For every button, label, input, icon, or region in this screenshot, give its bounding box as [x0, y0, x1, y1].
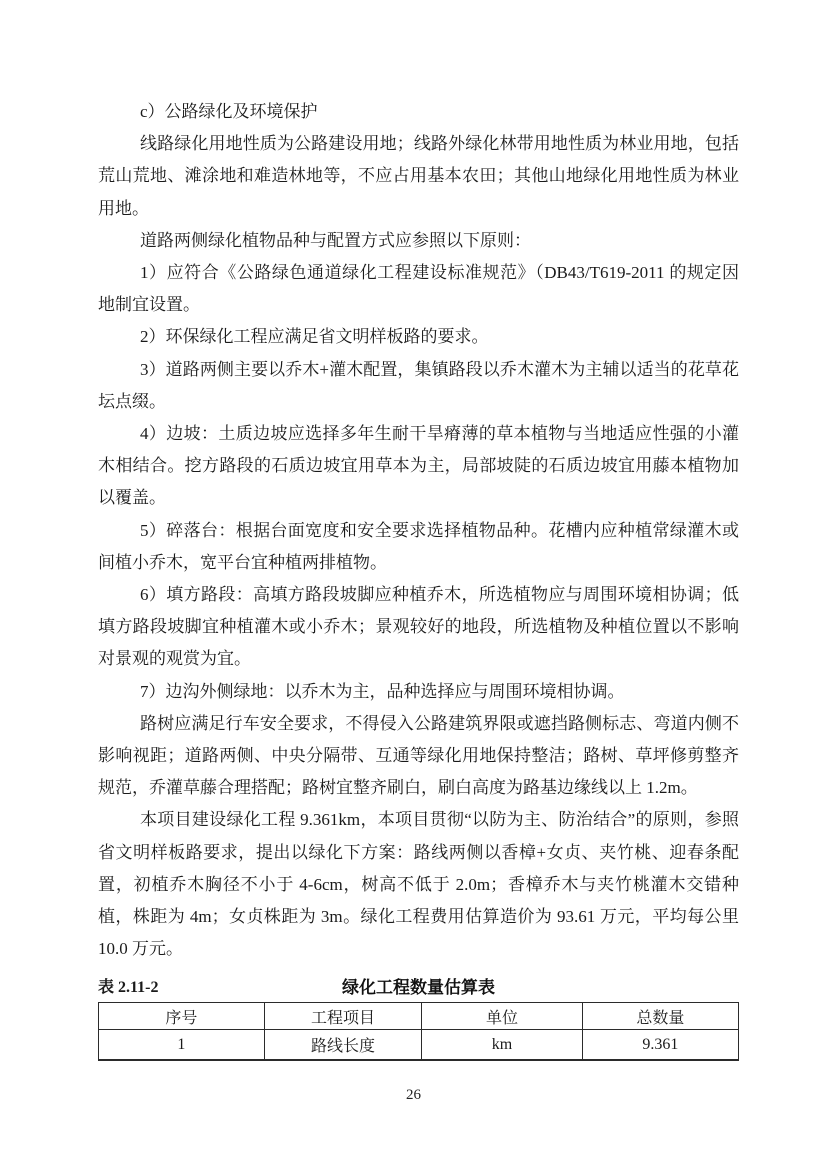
paragraph-list-item-2: 2）环保绿化工程应满足省文明样板路的要求。	[140, 327, 489, 347]
paragraph-list-item-6: 6）填方路段：高填方路段坡脚应种植乔木，所选植物应与周围环境相协调；低填方路段坡脚宜种植灌木或小乔木；景观较好的地段，所选植物及种植位置以不影响对景观的观赏为宜。	[98, 585, 739, 669]
paragraph-list-item-7: 7）边沟外侧绿地：以乔木为主，品种选择应与周围环境相协调。	[140, 681, 625, 701]
paragraph-list-item-4: 4）边坡：土质边坡应选择多年生耐干旱瘠薄的草本植物与当地适应性强的小灌木相结合。挖方路段的石质边坡宜用草本为主，局部坡陡的石质边坡宜用藤本植物加以覆盖。	[98, 424, 739, 508]
table-caption-title: 绿化工程数量估算表	[342, 978, 495, 998]
paragraph-heading: c）公路绿化及环境保护	[140, 102, 318, 121]
paragraph: 本项目建设绿化工程 9.361km，本项目贯彻“以防为主、防治结合”的原则，参照省文明样板路要求，提出以绿化下方案：路线两侧以香樟+女贞、夹竹桃、迎春条配置，初植乔木胸径不小于 4-6cm，树高不低于 2.0m；香樟乔木与夹竹桃灌木交错种植，株距为 4m；女贞株距为 3m。绿化工程费用估算造价为 93.61 万元，平均每公里 10.0 万元。	[98, 810, 739, 959]
table-caption-label-num: 2.11-2	[118, 979, 159, 997]
paragraph: 路树应满足行车安全要求，不得侵入公路建筑界限或遮挡路侧标志、弯道内侧不影响视距；道路两侧、中央分隔带、互通等绿化用地保持整洁；路树、草坪修剪整齐规范，乔灌草藤合理搭配；路树宜整齐刷白，刷白高度为路基边缘线以上 1.2m。	[98, 713, 739, 798]
quantity-estimate-table	[98, 1002, 739, 1061]
table-row	[99, 1030, 739, 1061]
table-cell-seq: 1	[99, 1030, 265, 1061]
paragraph-list-item-3: 3）道路两侧主要以乔木+灌木配置，集镇路段以乔木灌木为主辅以适当的花草花坛点缀。	[98, 359, 739, 411]
table-header-cell-seq: 序号	[99, 1003, 265, 1030]
table-cell-item: 路线长度	[264, 1030, 421, 1061]
table-header-cell-item: 工程项目	[264, 1003, 421, 1030]
paragraph-list-item-1: 1）应符合《公路绿色通道绿化工程建设标准规范》（DB43/T619-2011 的规定因地制宜设置。	[98, 263, 739, 315]
table-header-row	[99, 1003, 739, 1030]
table-caption-label-cn: 表	[98, 979, 115, 997]
paragraph: 线路绿化用地性质为公路建设用地；线路外绿化林带用地性质为林业用地，包括荒山荒地、滩涂地和难造林地等，不应占用基本农田；其他山地绿化用地性质为林业用地。	[98, 134, 739, 218]
paragraph-list-item-5: 5）碎落台：根据台面宽度和安全要求选择植物品种。花槽内应种植常绿灌木或间植小乔木，宽平台宜种植两排植物。	[98, 520, 739, 572]
table-header-cell-total: 总数量	[582, 1003, 738, 1030]
table-header-cell-unit: 单位	[422, 1003, 583, 1030]
table-cell-unit: km	[422, 1030, 583, 1061]
table-cell-total: 9.361	[582, 1030, 738, 1061]
document-content	[98, 96, 739, 1061]
page-number: 26	[406, 1087, 421, 1103]
paragraph: 道路两侧绿化植物品种与配置方式应参照以下原则：	[140, 230, 531, 250]
table-caption	[98, 973, 739, 1002]
table-caption-label	[98, 973, 158, 1002]
